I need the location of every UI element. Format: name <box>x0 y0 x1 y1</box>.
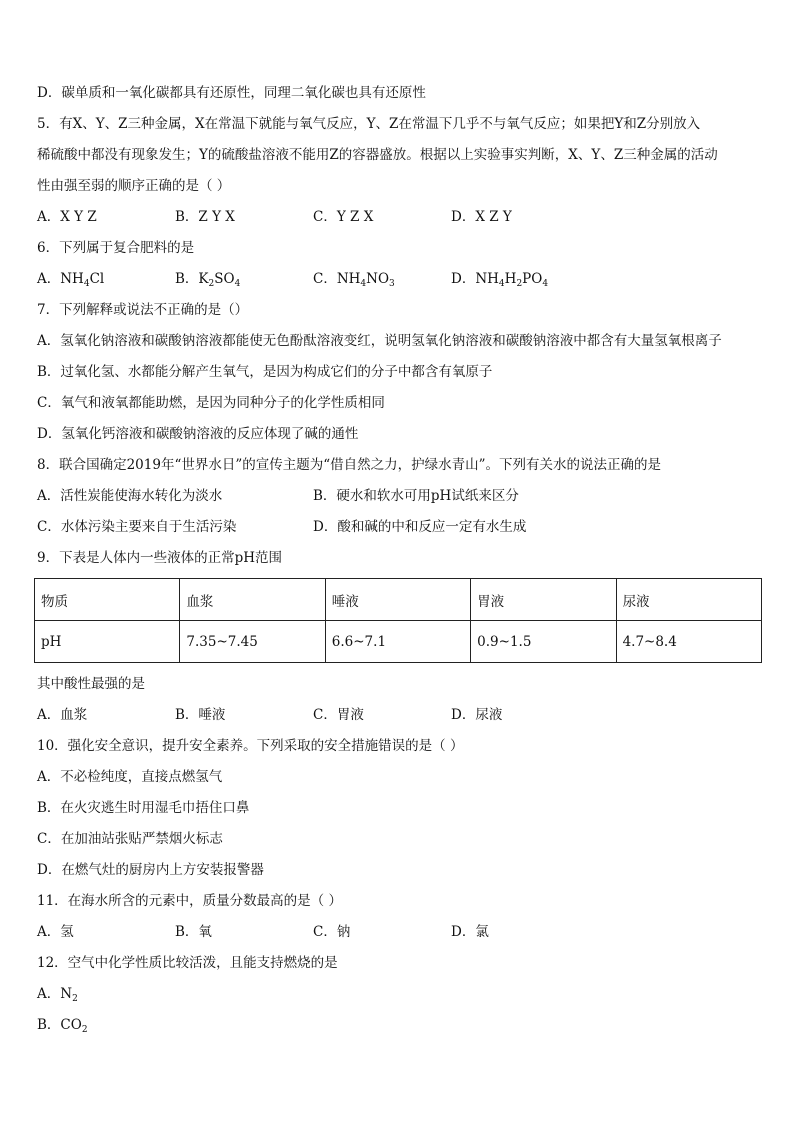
table-header-row <box>35 579 762 621</box>
q11-stem: 11．在海水所含的元素中，质量分数最高的是（ ） <box>37 893 342 909</box>
table-cell: pH <box>35 621 180 663</box>
q8-option-d: D．酸和碱的中和反应一定有水生成 <box>313 519 527 535</box>
q8-stem: 8．联合国确定2019年“世界水日”的宣传主题为“借自然之力，护绿水青山”。下列有关水的说法正确的是 <box>37 457 662 473</box>
table-cell: 4.7~8.4 <box>616 621 761 663</box>
exam-page <box>37 78 767 1041</box>
q8-option-b: B．硬水和软水可用pH试纸来区分 <box>313 488 519 504</box>
q11-options <box>37 917 767 948</box>
q10-option-a: A．不必检纯度，直接点燃氢气 <box>37 769 223 785</box>
q8-option-a: A．活性炭能使海水转化为淡水 <box>37 488 223 504</box>
table-cell: 胃液 <box>471 579 616 621</box>
q12-option-a: A．$N_2$ <box>37 986 78 1004</box>
q5-option-d: D．X Z Y <box>451 209 512 225</box>
q12-option-b: B．$CO_2$ <box>37 1017 88 1035</box>
table-row <box>35 621 762 663</box>
q10-stem: 10．强化安全意识，提升安全素养。下列采取的安全措施错误的是（ ） <box>37 738 464 754</box>
table-cell: 7.35~7.45 <box>180 621 325 663</box>
q5-stem-line-2: 稀硫酸中都没有现象发生；Y的硫酸盐溶液不能用Z的容器盛放。根据以上实验事实判断，X、Y、Z三种金属的活动 <box>37 147 718 163</box>
table-cell: 6.6~7.1 <box>325 621 470 663</box>
q12-stem: 12．空气中化学性质比较活泼，且能支持燃烧的是 <box>37 955 338 971</box>
q7-stem: 7．下列解释或说法不正确的是（） <box>37 302 249 318</box>
table-cell: 尿液 <box>616 579 761 621</box>
table-cell: 血浆 <box>180 579 325 621</box>
table-cell: 0.9~1.5 <box>471 621 616 663</box>
q11-option-a: A．氢 <box>37 924 74 940</box>
table-cell: 物质 <box>35 579 180 621</box>
q5-stem-line-3: 性由强至弱的顺序正确的是（ ） <box>37 178 231 194</box>
q11-option-d: D．氯 <box>451 924 489 940</box>
q9-option-a: A．血浆 <box>37 707 88 723</box>
q9-option-b: B．唾液 <box>175 707 226 723</box>
q5-option-c: C．Y Z X <box>313 209 374 225</box>
q6-stem: 6．下列属于复合肥料的是 <box>37 240 195 256</box>
q7-option-d: D．氢氧化钙溶液和碳酸钠溶液的反应体现了碱的通性 <box>37 426 359 442</box>
q7-option-c: C．氧气和液氧都能助燃，是因为同种分子的化学性质相同 <box>37 395 385 411</box>
q9-option-d: D．尿液 <box>451 707 503 723</box>
q9-options <box>37 700 767 731</box>
q10-option-b: B．在火灾逃生时用湿毛巾捂住口鼻 <box>37 800 250 816</box>
q8-options-row-2 <box>37 512 767 543</box>
q11-option-c: C．钠 <box>313 924 351 940</box>
q9-followup: 其中酸性最强的是 <box>37 676 145 692</box>
q6-option-b: B．$K_2SO_4$ <box>175 271 241 289</box>
q7-option-b: B．过氧化氢、水都能分解产生氧气，是因为构成它们的分子中都含有氧原子 <box>37 364 493 380</box>
q5-option-a: A．X Y Z <box>37 209 97 225</box>
q8-options-row-1 <box>37 481 767 512</box>
q8-option-c: C．水体污染主要来自于生活污染 <box>37 519 237 535</box>
q9-option-c: C．胃液 <box>313 707 364 723</box>
table-cell: 唾液 <box>325 579 470 621</box>
q10-option-c: C．在加油站张贴严禁烟火标志 <box>37 831 223 847</box>
q5-option-b: B．Z Y X <box>175 209 235 225</box>
q7-option-a: A．氢氧化钠溶液和碳酸钠溶液都能使无色酚酞溶液变红，说明氢氧化钠溶液和碳酸钠溶液中都含有大量氢氧根离子 <box>37 333 722 349</box>
q10-option-d: D．在燃气灶的厨房内上方安装报警器 <box>37 862 264 878</box>
q5-options <box>37 202 767 233</box>
q6-option-c: C．$NH_4NO_3$ <box>313 271 395 289</box>
q6-option-d: D．$NH_4H_2PO_4$ <box>451 271 549 289</box>
q6-option-a: A．$NH_4Cl$ <box>37 271 105 289</box>
q9-stem: 9．下表是人体内一些液体的正常pH范围 <box>37 550 283 566</box>
q11-option-b: B．氧 <box>175 924 212 940</box>
q6-options <box>37 264 767 295</box>
q4-option-d: D．碳单质和一氧化碳都具有还原性，同理二氧化碳也具有还原性 <box>37 85 426 101</box>
ph-table <box>34 578 762 663</box>
q5-stem-line-1: 5．有X、Y、Z三种金属，X在常温下就能与氧气反应，Y、Z在常温下几乎不与氧气反应；如果把Y和Z分别放入 <box>37 116 701 132</box>
